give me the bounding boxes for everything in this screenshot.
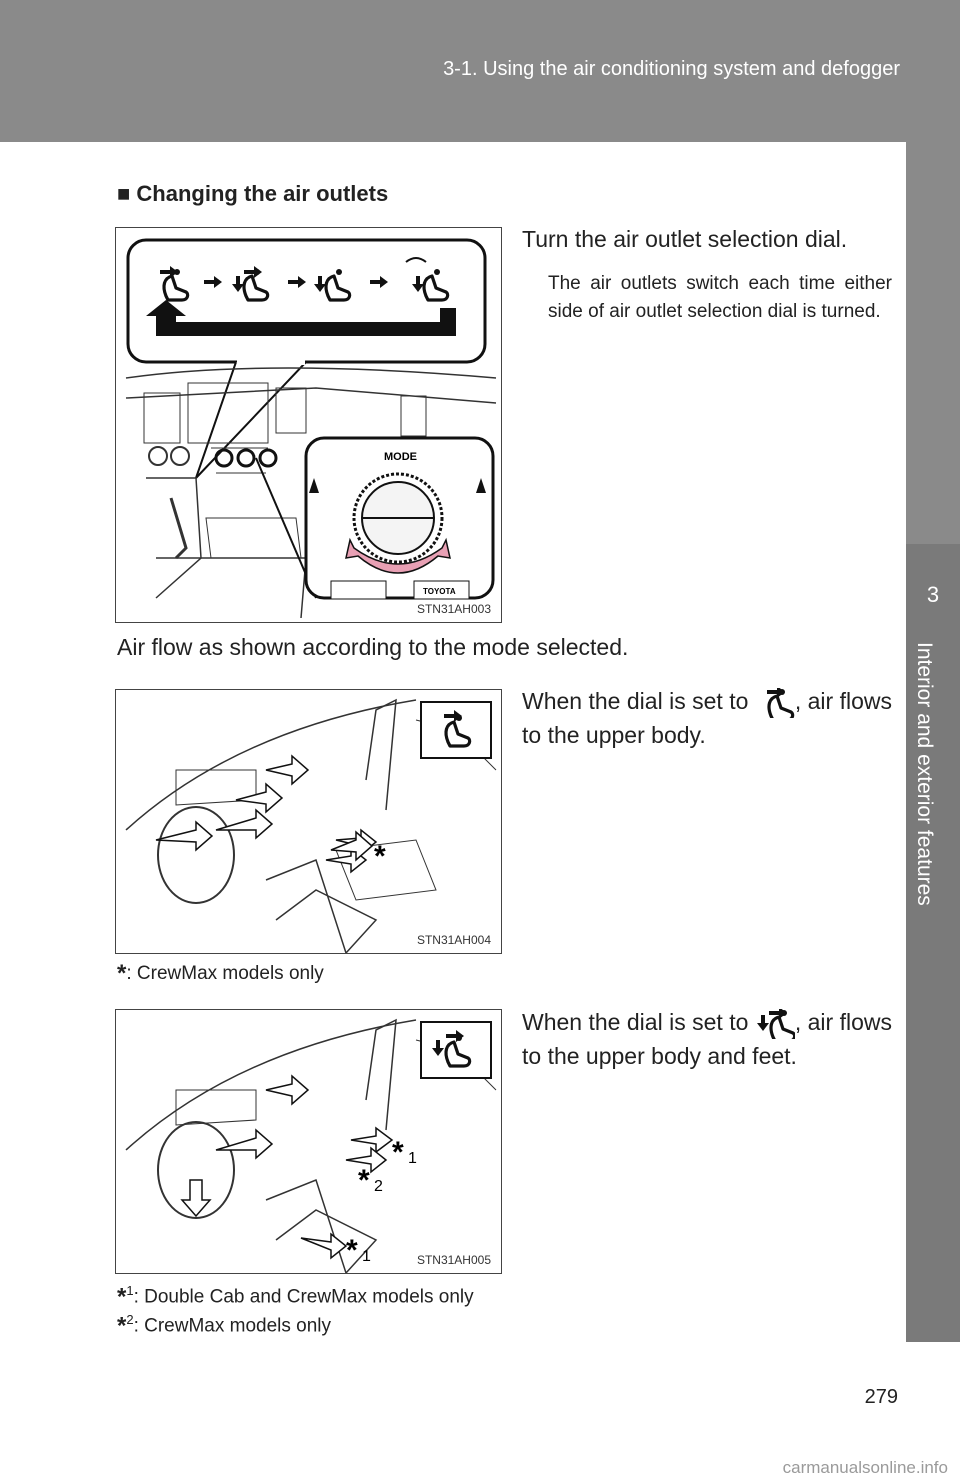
figure-bi-level xyxy=(115,1009,502,1274)
double-cab-marker-lower: 1 xyxy=(362,1248,371,1265)
watermark: carmanualsonline.info xyxy=(782,1458,948,1477)
figure-code: STN31AH003 xyxy=(416,602,491,616)
airflow-intro: Air flow as shown according to the mode selected. xyxy=(117,634,629,660)
footnote-crewmax: *: CrewMax models only xyxy=(117,960,324,987)
figure-upper-body xyxy=(115,689,502,954)
svg-text:*: * xyxy=(346,1234,358,1267)
crewmax-marker: 2 xyxy=(374,1178,383,1195)
section-bullet: ■ xyxy=(117,181,131,206)
mode-bi-level-text: When the dial is set to , air flows to the upper body and feet. xyxy=(522,1005,892,1073)
section-title xyxy=(117,181,388,207)
bi-level-vent-icon xyxy=(755,1009,795,1039)
chapter-title: Interior and exterior features xyxy=(913,642,936,906)
cabin-illustration-bilevel xyxy=(116,1010,501,1273)
brand-label: TOYOTA xyxy=(423,587,456,596)
svg-text:*: * xyxy=(358,1164,370,1197)
footnote-crewmax-2: *$^2$: CrewMax models only xyxy=(117,1312,332,1340)
section-title-text: Changing the air outlets xyxy=(136,181,389,206)
double-cab-marker: 1 xyxy=(408,1150,417,1167)
footnote-double-cab: *$^1$: Double Cab and CrewMax models only xyxy=(117,1283,474,1311)
figure-code: STN31AH005 xyxy=(416,1253,491,1267)
chapter-side-tab xyxy=(906,142,960,1342)
header-title: 3-1. Using the air conditioning system and defogger xyxy=(443,58,900,80)
page-header xyxy=(0,0,960,142)
cabin-illustration-upper xyxy=(116,690,501,953)
crewmax-marker: * xyxy=(374,840,386,873)
dial-label: MODE xyxy=(384,451,417,463)
page-number: 279 xyxy=(864,1386,898,1408)
instruction-text: Turn the air outlet selection dial. xyxy=(522,226,848,252)
figure-mode-dial xyxy=(115,227,502,623)
dashboard-illustration xyxy=(116,228,501,622)
upper-body-vent-icon xyxy=(755,688,795,718)
svg-text:*: * xyxy=(392,1136,404,1169)
mode-upper-body-text: When the dial is set to , air flows to the upper body. xyxy=(522,684,892,752)
chapter-number: 3 xyxy=(926,582,940,607)
figure-code: STN31AH004 xyxy=(416,933,491,947)
instruction-note: The air outlets switch each time either side of air outlet selection dial is turned. xyxy=(548,273,892,322)
